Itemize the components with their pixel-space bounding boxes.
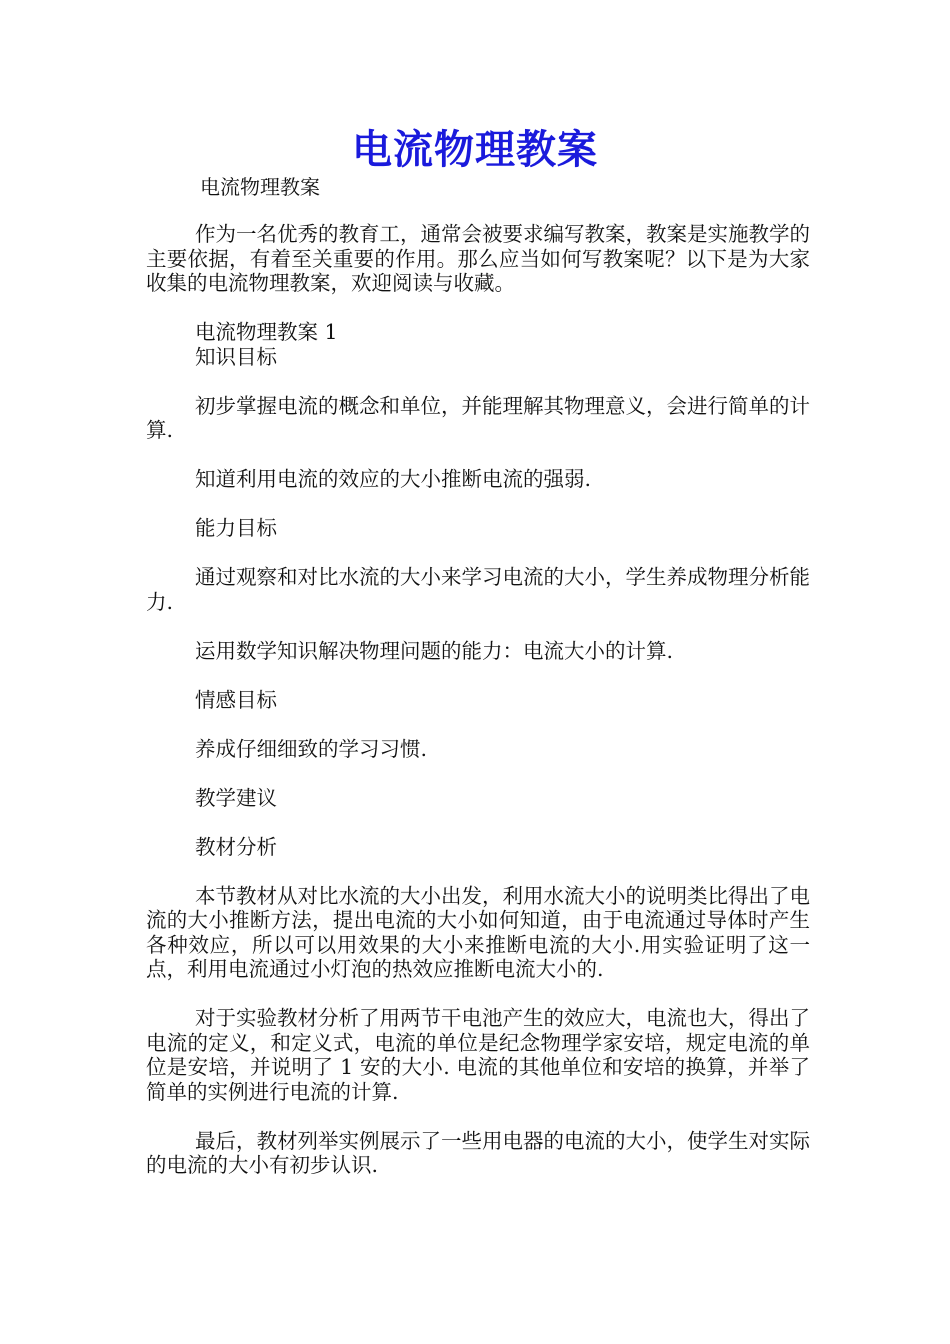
section-heading-plan-1: 电流物理教案 1 — [195, 320, 338, 344]
section-heading-knowledge-goals: 知识目标 — [195, 344, 277, 369]
document-title: 电流物理教案 — [352, 127, 598, 173]
paragraph-intro: 作为一名优秀的教育工，通常会被要求编写教案，教案是实施教学的主要依据，有着至关重要的作用。那么应当如何写教案呢？以下是为大家收集的电流物理教案，欢迎阅读与收藏。 — [146, 222, 810, 295]
section-heading-teaching-suggestions: 教学建议 — [195, 785, 277, 810]
paragraph-emotion-goal: 养成仔细细致的学习习惯. — [195, 736, 428, 761]
document-body — [146, 222, 810, 1202]
section-heading-emotion-goals: 情感目标 — [195, 687, 277, 712]
paragraph-analysis-3: 最后，教材列举实例展示了一些用电器的电流的大小，使学生对实际的电流的大小有初步认识. — [146, 1128, 810, 1177]
paragraph-ability-goal-1: 通过观察和对比水流的大小来学习电流的大小，学生养成物理分析能力. — [146, 565, 810, 614]
paragraph-ability-goal-2: 运用数学知识解决物理问题的能力：电流大小的计算. — [195, 638, 674, 663]
section-heading-material-analysis: 教材分析 — [195, 834, 277, 859]
paragraph-knowledge-goal-1: 初步掌握电流的概念和单位，并能理解其物理意义，会进行简单的计算. — [146, 393, 810, 442]
document-subtitle: 电流物理教案 — [200, 175, 320, 199]
paragraph-analysis-1: 本节教材从对比水流的大小出发，利用水流大小的说明类比得出了电流的大小推断方法，提出电流的大小如何知道，由于电流通过导体时产生各种效应，所以可以用效果的大小来推断电流的大小.用实验证明了这一点，利用电流通过小灯泡的热效应推断电流大小的. — [146, 883, 810, 981]
section-heading-ability-goals: 能力目标 — [195, 516, 277, 540]
paragraph-knowledge-goal-2: 知道利用电流的效应的大小推断电流的强弱. — [195, 467, 592, 491]
paragraph-analysis-2: 对于实验教材分析了用两节干电池产生的效应大，电流也大，得出了电流的定义，和定义式，电流的单位是纪念物理学家安培，规定电流的单位是安培，并说明了 1 安的大小. 电流的其他单位和安培的换算，并举了简单的实例进行电流的计算. — [146, 1006, 810, 1104]
